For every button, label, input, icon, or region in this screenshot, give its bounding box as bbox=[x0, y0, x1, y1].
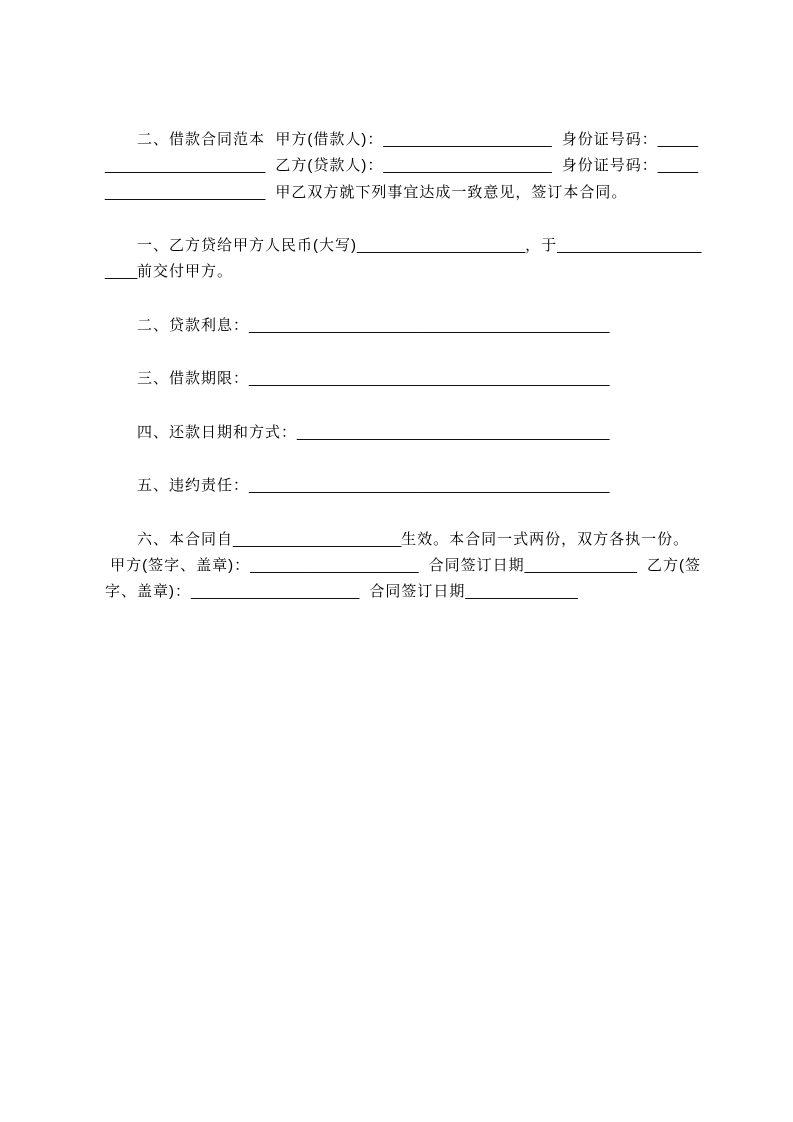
clause-1-paragraph bbox=[105, 233, 793, 286]
effective-date-blank: _____________________ bbox=[233, 530, 402, 548]
clause-5-label: 五、违约责任： bbox=[137, 477, 250, 495]
clause-3-line bbox=[105, 366, 793, 392]
clause-3-paragraph bbox=[105, 366, 793, 392]
clause-1-text: 一、乙方贷给甲方人民币(大写) bbox=[137, 237, 357, 255]
party-b-label: 乙方(贷款人)： bbox=[265, 157, 384, 175]
clause-5-paragraph bbox=[105, 473, 793, 499]
clause-6-line bbox=[105, 527, 793, 553]
party-b-id-blank: ____________________ bbox=[105, 183, 266, 201]
party-b-id-label: 身份证号码： bbox=[551, 157, 658, 175]
agreement-statement: 甲乙双方就下列事宜达成一致意见，签订本合同。 bbox=[265, 183, 628, 201]
party-a-label: 甲方(借款人)： bbox=[265, 131, 384, 148]
clause-1-connector: ，于 bbox=[525, 237, 558, 255]
liability-blank: _____________________________________________ bbox=[249, 477, 610, 495]
clause-4-label: 四、还款日期和方式： bbox=[137, 423, 298, 441]
repayment-blank: _______________________________________ bbox=[297, 423, 610, 441]
clause-1-text-end: 前交付甲方。 bbox=[137, 263, 234, 281]
party-b-signing-date-blank: ______________ bbox=[465, 583, 578, 601]
party-b-signature-label: 乙方(签 bbox=[636, 557, 701, 575]
delivery-date-blank: ____ bbox=[105, 263, 138, 281]
clause-2-label: 二、贷款利息： bbox=[137, 316, 250, 334]
preamble-line bbox=[105, 153, 793, 179]
party-b-signing-date-label: 合同签订日期 bbox=[359, 583, 466, 601]
clause-6-paragraph bbox=[105, 527, 793, 606]
clause-4-paragraph bbox=[105, 420, 793, 446]
party-b-signature-label: 字、盖章)： bbox=[105, 583, 191, 601]
clause-1-line bbox=[105, 233, 793, 259]
party-b-id-blank: _____ bbox=[657, 157, 698, 175]
party-b-signature-blank: _____________________ bbox=[191, 583, 360, 601]
interest-blank: _____________________________________________ bbox=[249, 316, 610, 334]
party-a-signature-label: 甲方(签字、盖章)： bbox=[105, 557, 251, 575]
clause-6-text: 六、本合同自 bbox=[137, 530, 234, 548]
preamble-paragraph bbox=[105, 127, 793, 206]
signature-line bbox=[105, 553, 793, 579]
delivery-date-blank: __________________ bbox=[557, 237, 702, 255]
party-b-name-blank: _____________________ bbox=[383, 157, 552, 175]
party-a-signing-date-blank: ______________ bbox=[524, 557, 637, 575]
clause-4-line bbox=[105, 420, 793, 446]
party-a-name-blank: _____________________ bbox=[383, 131, 552, 148]
party-a-id-label: 身份证号码： bbox=[551, 131, 658, 148]
party-a-id-blank: ____________________ bbox=[105, 157, 266, 175]
party-a-id-blank: _____ bbox=[657, 131, 698, 148]
party-a-signature-blank: _____________________ bbox=[250, 557, 419, 575]
clause-1-line bbox=[105, 259, 793, 285]
signature-line bbox=[105, 579, 793, 605]
party-a-signing-date-label: 合同签订日期 bbox=[418, 557, 525, 575]
preamble-line bbox=[105, 127, 793, 153]
clause-2-line bbox=[105, 313, 793, 339]
clause-5-line bbox=[105, 473, 793, 499]
clause-2-paragraph bbox=[105, 313, 793, 339]
loan-amount-blank: _____________________ bbox=[357, 237, 526, 255]
loan-term-blank: _____________________________________________ bbox=[249, 370, 610, 388]
preamble-line bbox=[105, 180, 793, 206]
clause-3-label: 三、借款期限： bbox=[137, 370, 250, 388]
clause-6-text-end: 生效。本合同一式两份，双方各执一份。 bbox=[401, 530, 690, 548]
contract-heading: 二、借款合同范本 bbox=[137, 131, 266, 148]
